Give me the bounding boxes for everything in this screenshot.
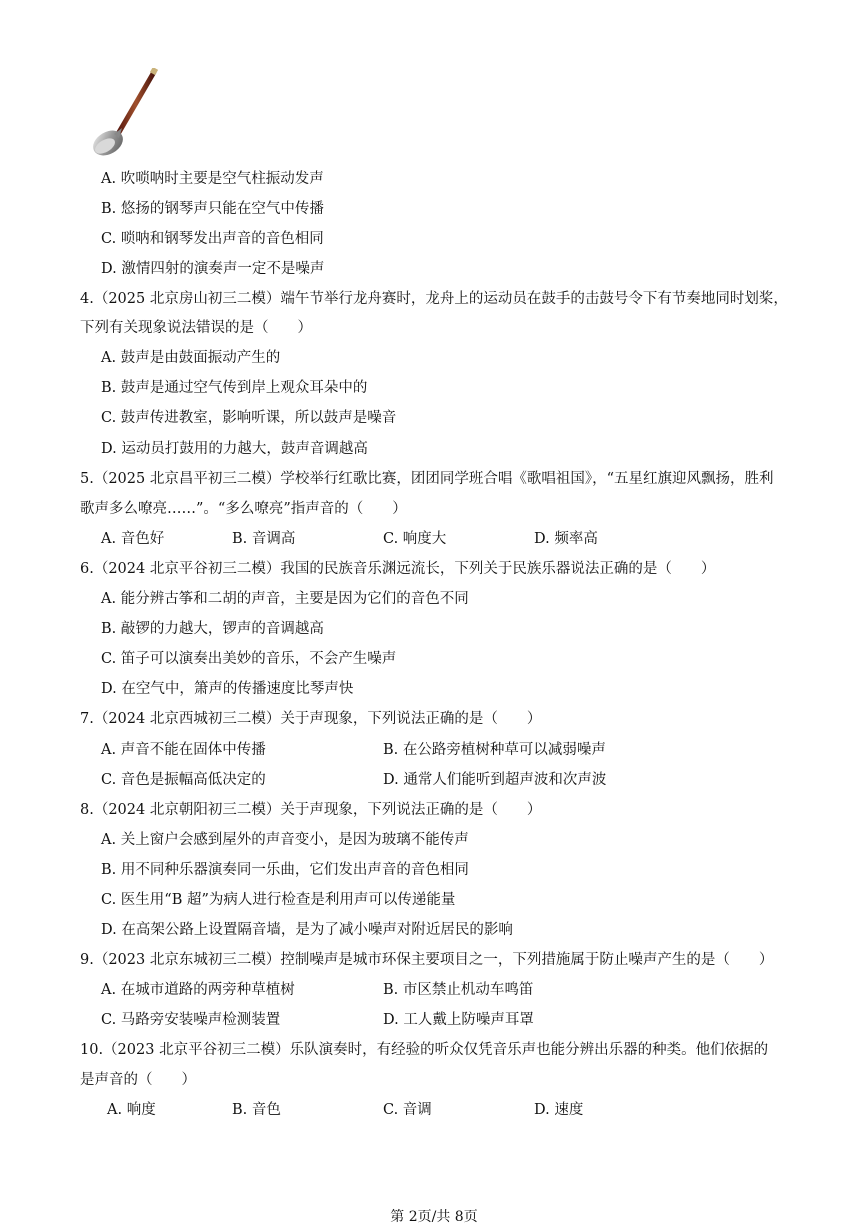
q5-option-c[interactable]: C. 响度大 xyxy=(383,531,447,547)
q7-option-a[interactable]: A. 声音不能在固体中传播 xyxy=(101,742,266,758)
q10-option-c[interactable]: C. 音调 xyxy=(383,1102,432,1118)
q3-option-b[interactable]: B. 悠扬的钢琴声只能在空气中传播 xyxy=(101,201,324,217)
q4-stem-cont: 下列有关现象说法错误的是（ ） xyxy=(80,320,312,336)
q9-option-c[interactable]: C. 马路旁安装噪声检测装置 xyxy=(101,1012,281,1028)
page-footer: 第 2页/共 8页 xyxy=(390,1209,478,1225)
q4-option-c[interactable]: C. 鼓声传进教室，影响听课，所以鼓声是噪音 xyxy=(101,410,397,426)
q8-stem: 8.（2024 北京朝阳初三二模）关于声现象，下列说法正确的是（ ） xyxy=(80,802,542,818)
q5-option-a[interactable]: A. 音色好 xyxy=(101,531,165,547)
q10-option-d[interactable]: D. 速度 xyxy=(534,1102,584,1118)
q6-stem: 6.（2024 北京平谷初三二模）我国的民族音乐渊远流长，下列关于民族乐器说法正确的是（ ） xyxy=(80,561,716,577)
q10-option-a[interactable]: A. 响度 xyxy=(107,1102,156,1118)
q6-option-d[interactable]: D. 在空气中，箫声的传播速度比琴声快 xyxy=(101,681,354,697)
q8-option-d[interactable]: D. 在高架公路上设置隔音墙，是为了减小噪声对附近居民的影响 xyxy=(101,922,513,938)
q7-option-b[interactable]: B. 在公路旁植树种草可以减弱噪声 xyxy=(383,742,606,758)
q9-stem: 9.（2023 北京东城初三二模）控制噪声是城市环保主要项目之一，下列措施属于防止噪声产生的是（ ） xyxy=(80,952,774,968)
q8-option-a[interactable]: A. 关上窗户会感到屋外的声音变小，是因为玻璃不能传声 xyxy=(101,832,469,848)
q5-option-b[interactable]: B. 音调高 xyxy=(232,531,296,547)
q10-stem: 10.（2023 北京平谷初三二模）乐队演奏时，有经验的听众仅凭音乐声也能分辨出乐器的种类。他们依据的 xyxy=(80,1042,769,1058)
q6-option-c[interactable]: C. 笛子可以演奏出美妙的音乐，不会产生噪声 xyxy=(101,651,397,667)
q8-option-c[interactable]: C. 医生用“B 超”为病人进行检查是利用声可以传递能量 xyxy=(101,892,456,908)
q9-option-d[interactable]: D. 工人戴上防噪声耳罩 xyxy=(383,1012,534,1028)
q6-option-b[interactable]: B. 敲锣的力越大，锣声的音调越高 xyxy=(101,621,324,637)
q3-option-d[interactable]: D. 激情四射的演奏声一定不是噪声 xyxy=(101,261,325,277)
q7-stem: 7.（2024 北京西城初三二模）关于声现象，下列说法正确的是（ ） xyxy=(80,711,542,727)
q10-stem-cont: 是声音的（ ） xyxy=(80,1072,196,1088)
q6-option-a[interactable]: A. 能分辨古筝和二胡的声音，主要是因为它们的音色不同 xyxy=(101,591,469,607)
q4-option-a[interactable]: A. 鼓声是由鼓面振动产生的 xyxy=(101,350,281,366)
q5-option-d[interactable]: D. 频率高 xyxy=(534,531,598,547)
q7-option-c[interactable]: C. 音色是振幅高低决定的 xyxy=(101,772,266,788)
q7-option-d[interactable]: D. 通常人们能听到超声波和次声波 xyxy=(383,772,607,788)
q4-option-d[interactable]: D. 运动员打鼓用的力越大，鼓声音调越高 xyxy=(101,441,368,457)
q10-option-b[interactable]: B. 音色 xyxy=(232,1102,281,1118)
suona-image xyxy=(88,68,168,160)
q5-stem: 5.（2025 北京昌平初三二模）学校举行红歌比赛，团团同学班合唱《歌唱祖国》，“五星红旗迎风飘扬，胜利 xyxy=(80,471,774,487)
q8-option-b[interactable]: B. 用不同种乐器演奏同一乐曲，它们发出声音的音色相同 xyxy=(101,862,469,878)
q5-stem-cont: 歌声多么嘹亮……”。“多么嘹亮”指声音的（ ） xyxy=(80,501,407,517)
q4-option-b[interactable]: B. 鼓声是通过空气传到岸上观众耳朵中的 xyxy=(101,380,368,396)
q3-option-c[interactable]: C. 唢呐和钢琴发出声音的音色相同 xyxy=(101,231,324,247)
q3-option-a[interactable]: A. 吹唢呐时主要是空气柱振动发声 xyxy=(101,171,324,187)
q9-option-a[interactable]: A. 在城市道路的两旁种草植树 xyxy=(101,982,295,998)
q4-stem: 4.（2025 北京房山初三二模）端午节举行龙舟赛时，龙舟上的运动员在鼓手的击鼓号令下有节奏地同时划桨， xyxy=(80,291,788,307)
q9-option-b[interactable]: B. 市区禁止机动车鸣笛 xyxy=(383,982,534,998)
